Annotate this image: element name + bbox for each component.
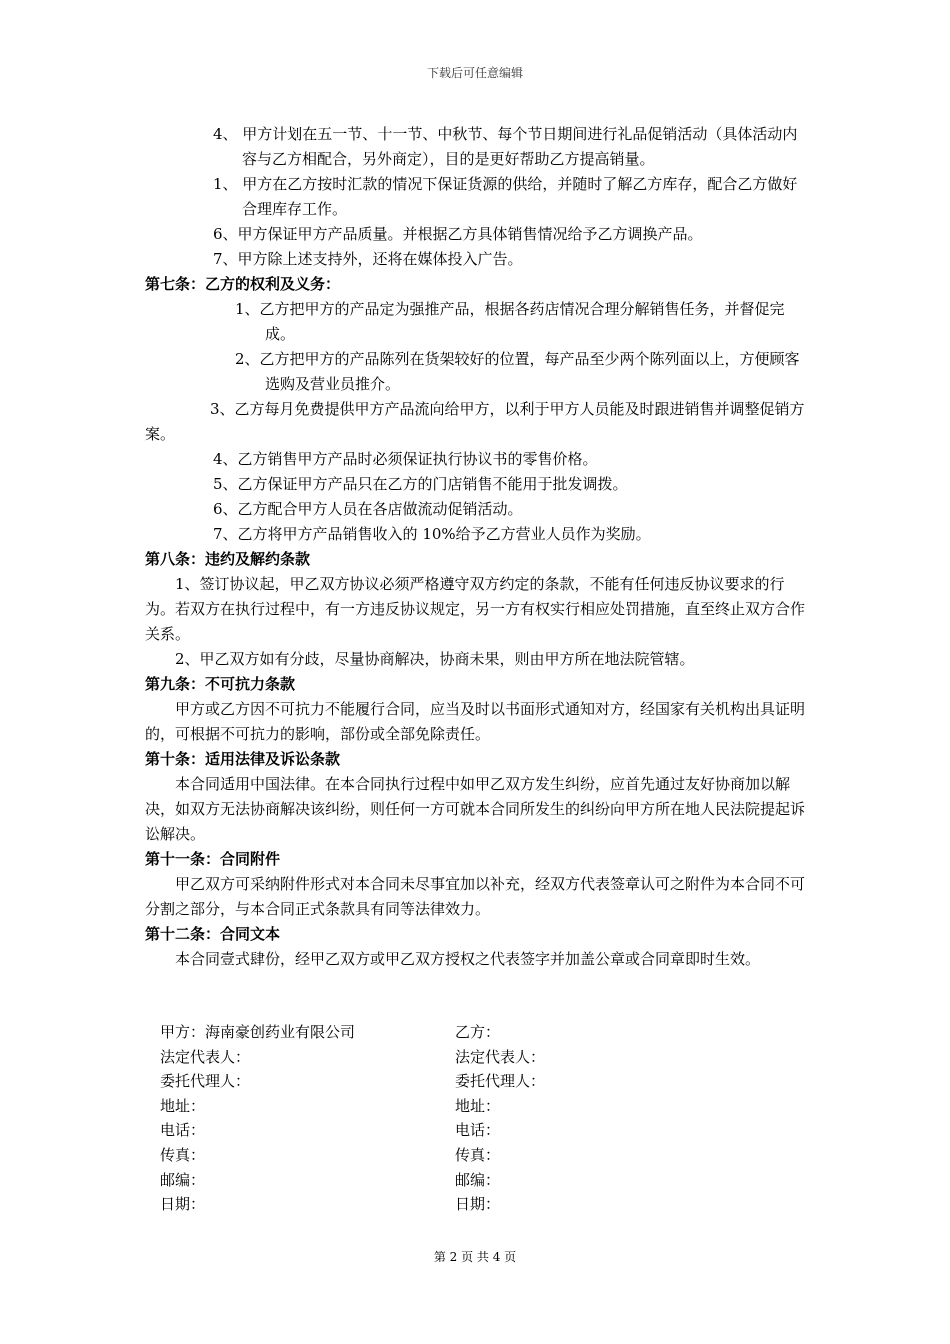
page-footer: 第 2 页 共 4 页 — [433, 1250, 517, 1264]
article7-heading: 第七条：乙方的权利及义务： — [145, 275, 341, 293]
party-a-name: 甲方：海南豪创药业有限公司 — [160, 1023, 356, 1041]
article6-item-7: 7、甲方除上述支持外，还将在媒体投入广告。 — [213, 250, 523, 268]
signature-row — [160, 1045, 720, 1070]
signature-row — [160, 1118, 720, 1143]
article11-heading: 第十一条：合同附件 — [145, 850, 281, 868]
signature-row — [160, 1168, 720, 1193]
article7-item-2: 2、乙方把甲方的产品陈列在货架较好的位置，每产品至少两个陈列面以上，方便顾客选购及营业员推介。 — [235, 350, 800, 393]
party-a-legal-rep: 法定代表人： — [160, 1047, 251, 1066]
article12-heading: 第十二条：合同文本 — [145, 925, 281, 943]
party-b-date: 日期： — [455, 1195, 501, 1214]
article8-para-1: 1、签订协议起，甲乙双方协议必须严格遵守双方约定的条款，不能有任何违反协议要求的行为。若双方在执行过程中，有一方违反协议规定，另一方有权实行相应处罚措施，直至终止双方合作关系。 — [145, 575, 806, 643]
article11-para: 甲乙双方可采纳附件形式对本合同未尽事宜加以补充，经双方代表签章认可之附件为本合同不可分割之部分，与本合同正式条款具有同等法律效力。 — [145, 875, 806, 918]
party-b-legal-rep: 法定代表人： — [455, 1047, 546, 1066]
party-a-postcode: 邮编： — [160, 1170, 206, 1189]
signature-row — [160, 1192, 720, 1217]
article9-para: 甲方或乙方因不可抗力不能履行合同，应当及时以书面形式通知对方，经国家有关机构出具证明的，可根据不可抗力的影响，部份或全部免除责任。 — [145, 700, 806, 743]
article8-para-2: 2、甲乙双方如有分歧，尽量协商解决，协商未果，则由甲方所在地法院管辖。 — [175, 650, 695, 668]
article8-heading: 第八条：违约及解约条款 — [145, 550, 311, 568]
article7-item-6: 6、乙方配合甲方人员在各店做流动促销活动。 — [213, 500, 523, 518]
article7-item-5: 5、乙方保证甲方产品只在乙方的门店销售不能用于批发调拨。 — [213, 475, 628, 493]
contract-body — [145, 122, 810, 972]
party-a-date: 日期： — [160, 1195, 206, 1214]
article12-para: 本合同壹式肆份，经甲乙双方或甲乙双方授权之代表签字并加盖公章或合同章即时生效。 — [175, 950, 761, 968]
party-b-address: 地址： — [455, 1096, 501, 1115]
article7-item-3: 3、乙方每月免费提供甲方产品流向给甲方，以利于甲方人员能及时跟进销售并调整促销方案。 — [145, 400, 805, 443]
signature-row — [160, 1094, 720, 1119]
party-a-agent: 委托代理人： — [160, 1072, 251, 1091]
article7-item-1: 1、乙方把甲方的产品定为强推产品，根据各药店情况合理分解销售任务，并督促完成。 — [235, 300, 785, 343]
article6-item-5: 1、 甲方在乙方按时汇款的情况下保证货源的供给，并随时了解乙方库存，配合乙方做好合理库存工作。 — [213, 175, 798, 218]
party-b-agent: 委托代理人： — [455, 1072, 546, 1091]
party-b-postcode: 邮编： — [455, 1170, 501, 1189]
article7-item-7: 7、乙方将甲方产品销售收入的 10%给予乙方营业人员作为奖励。 — [213, 525, 651, 543]
article10-heading: 第十条：适用法律及诉讼条款 — [145, 750, 341, 768]
article6-item-6: 6、甲方保证甲方产品质量。并根据乙方具体销售情况给予乙方调换产品。 — [213, 225, 703, 243]
signature-row — [160, 1143, 720, 1168]
page-header: 下载后可任意编辑 — [426, 66, 523, 80]
party-b-phone: 电话： — [455, 1121, 501, 1140]
party-b-name: 乙方： — [455, 1023, 501, 1041]
article6-item-4: 4、 甲方计划在五一节、十一节、中秋节、每个节日期间进行礼品促销活动（具体活动内容与乙方相配合，另外商定），目的是更好帮助乙方提高销量。 — [213, 125, 798, 168]
article7-item-4: 4、乙方销售甲方产品时必须保证执行协议书的零售价格。 — [213, 450, 598, 468]
party-b-fax: 传真： — [455, 1145, 501, 1164]
signature-row — [160, 1069, 720, 1094]
signature-row — [160, 1020, 720, 1045]
article10-para: 本合同适用中国法律。在本合同执行过程中如甲乙双方发生纠纷，应首先通过友好协商加以解决，如双方无法协商解决该纠纷，则任何一方可就本合同所发生的纠纷向甲方所在地人民法院提起诉讼解决。 — [145, 775, 806, 843]
article9-heading: 第九条：不可抗力条款 — [145, 675, 296, 693]
party-a-phone: 电话： — [160, 1121, 206, 1140]
signature-block — [160, 1020, 720, 1217]
party-a-fax: 传真： — [160, 1145, 206, 1164]
party-a-address: 地址： — [160, 1096, 206, 1115]
